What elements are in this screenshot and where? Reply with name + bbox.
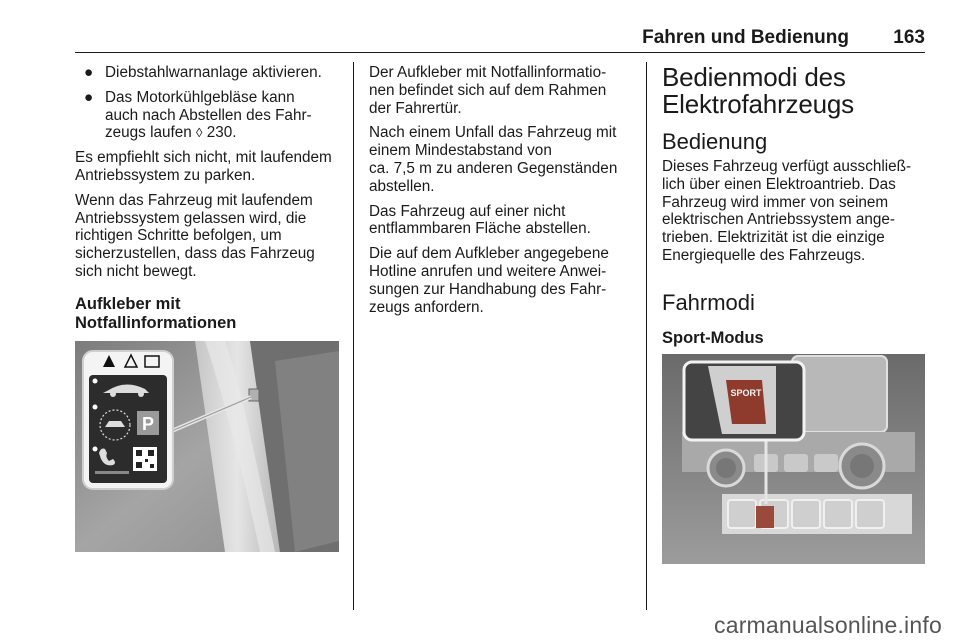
emergency-sticker-image (75, 341, 339, 552)
section-heading: Fahrmodi (662, 289, 755, 315)
sport-mode-image (662, 354, 925, 564)
column-3 (662, 64, 924, 348)
bullet-line: Diebstahlwarnanlage aktivieren. (105, 64, 322, 81)
bullet-line: Das Motorkühlgebläse kann (105, 88, 295, 106)
bullet-item (75, 89, 343, 142)
watermark: carmanualsonline.info (714, 612, 942, 638)
paragraph: Wenn das Fahrzeug mit laufendem Antriebssystem gelassen wird, die richtigen Schritte befolgen, um sicherzustellen, dass das Fahrzeug sich nicht bewegt. (75, 191, 315, 280)
paragraph: Der Aufkleber mit Notfallinformatio- nen befindet sich auf dem Rahmen der Fahrertür. (369, 64, 607, 117)
paragraph: Die auf dem Aufkleber angegebene Hotline anrufen und weitere Anwei- sungen zur Handhabung des Fahr- zeugs anfordern. (369, 245, 609, 316)
page-ref-icon: ◊ (196, 125, 203, 141)
bullet-item (75, 64, 343, 82)
page-ref[interactable]: 230. (206, 124, 237, 142)
column-divider-2 (646, 62, 647, 610)
paragraph: Es empfiehlt sich nicht, mit laufendem Antriebssystem zu parken. (75, 149, 332, 184)
paragraph: Das Fahrzeug auf einer nicht entflammbaren Fläche abstellen. (369, 202, 591, 238)
subheading: Aufkleber mit Notfallinformationen (75, 294, 237, 332)
column-1 (75, 64, 343, 333)
column-2 (369, 64, 631, 323)
column-divider-1 (353, 62, 354, 610)
page-number: 163 (893, 27, 925, 48)
sport-button-label: SPORT (730, 388, 762, 398)
bullet-line: auch nach Abstellen des Fahr- (105, 106, 312, 124)
bullet-dot: ● (84, 88, 94, 106)
subheading: Sport-Modus (662, 328, 764, 347)
parking-letter: P (141, 414, 155, 434)
header-title: Fahren und Bedienung (642, 27, 849, 48)
section-heading: Bedienung (662, 129, 768, 154)
chapter-title: Bedienmodi des Elektrofahrzeugs (662, 62, 854, 119)
bullet-line: zeugs laufen ◊ 230. (105, 124, 237, 142)
paragraph: Dieses Fahrzeug verfügt ausschließ- lich über einen Elektroantrieb. Das Fahrzeug wird immer von seinem elektrischen Antriebssystem ange- trieben. Elektrizität ist die einzige Energiequelle des Fahrzeugs. (662, 158, 912, 264)
paragraph: Nach einem Unfall das Fahrzeug mit einem Mindestabstand von ca. 7,5 m zu anderen Gegenständen abstellen. (369, 124, 618, 195)
page-header (75, 26, 925, 53)
bullet-dot: ● (84, 64, 94, 81)
